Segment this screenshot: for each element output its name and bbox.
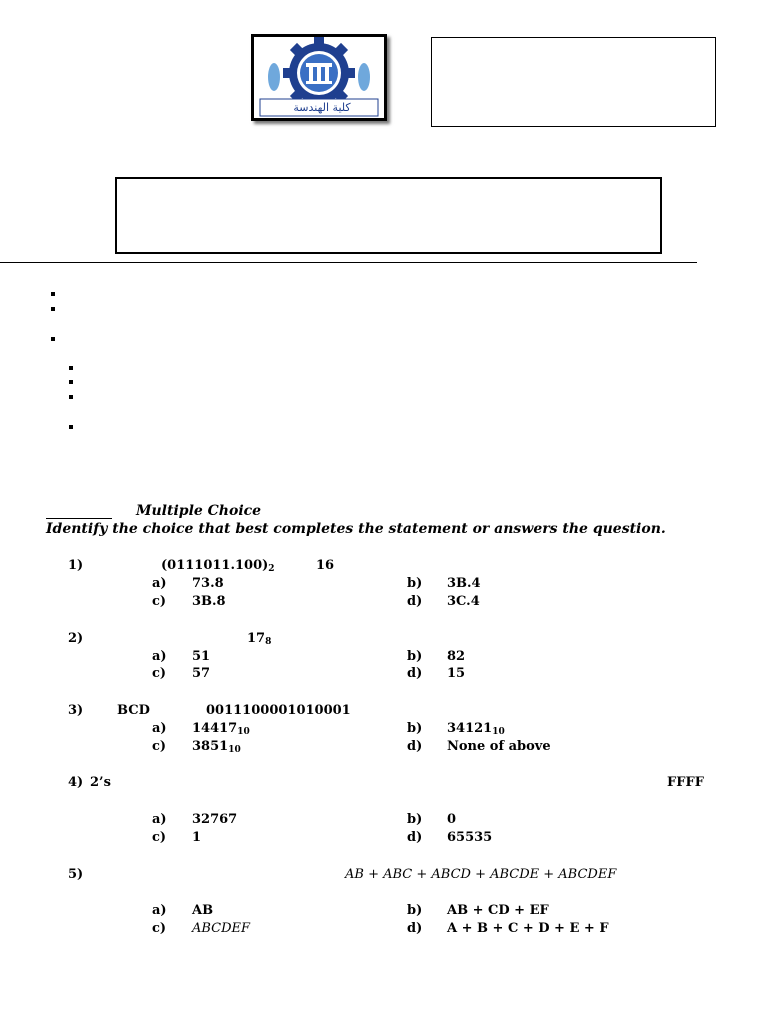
option-d-text: 3C.4 xyxy=(447,594,480,609)
option-a-text: 51 xyxy=(192,649,211,664)
option-c-label: c) xyxy=(152,921,167,936)
option-b-label: b) xyxy=(407,903,423,918)
option-c-label: c) xyxy=(152,666,167,681)
bullet xyxy=(69,366,73,370)
option-b-label: b) xyxy=(407,721,423,736)
option-d-text: None of above xyxy=(447,739,551,754)
option-a-text: 32767 xyxy=(192,812,238,827)
option-b-text: 82 xyxy=(447,649,466,664)
exam-title-box xyxy=(115,177,662,254)
section-instruction: Identify the choice that best completes the statement or answers the question. xyxy=(46,521,666,537)
question-number: 4) xyxy=(68,775,84,790)
option-c-text: $3851_{10}$ xyxy=(192,739,241,755)
question-number: 1) xyxy=(68,558,84,573)
option-a-text: AB xyxy=(192,903,214,918)
option-b-text: 3B.4 xyxy=(447,576,481,591)
bullet xyxy=(69,380,73,384)
question-text: 0011100001010001 xyxy=(206,703,351,718)
option-b-label: b) xyxy=(407,649,423,664)
score-blank-line xyxy=(46,518,112,519)
option-a-label: a) xyxy=(152,721,167,736)
option-b-text: $34121_{10}$ xyxy=(447,721,505,737)
option-a-text: $14417_{10}$ xyxy=(192,721,250,737)
question-text: FFFF xyxy=(667,775,704,790)
option-a-text: 73.8 xyxy=(192,576,224,591)
option-b-text: 0 xyxy=(447,812,457,827)
question-number: 5) xyxy=(68,867,84,882)
option-d-label: d) xyxy=(407,666,423,681)
option-c-text: 1 xyxy=(192,830,202,845)
question-text: BCD xyxy=(117,703,150,718)
option-d-label: d) xyxy=(407,830,423,845)
bullet xyxy=(51,292,55,296)
option-c-label: c) xyxy=(152,739,167,754)
option-d-label: d) xyxy=(407,739,423,754)
option-b-label: b) xyxy=(407,576,423,591)
bullet xyxy=(69,395,73,399)
option-c-label: c) xyxy=(152,830,167,845)
option-a-label: a) xyxy=(152,576,167,591)
option-b-text: AB + CD + EF xyxy=(447,903,549,918)
option-a-label: a) xyxy=(152,903,167,918)
option-a-label: a) xyxy=(152,649,167,664)
option-d-text: 15 xyxy=(447,666,466,681)
option-d-text: 65535 xyxy=(447,830,493,845)
student-info-box xyxy=(431,37,716,127)
option-c-text: ABCDEF xyxy=(192,921,251,936)
option-c-text: 57 xyxy=(192,666,211,681)
option-c-label: c) xyxy=(152,594,167,609)
option-d-text: A + B + C + D + E + F xyxy=(447,921,609,936)
question-text: $(0111011.100)_2$ xyxy=(161,558,275,574)
section-title: Multiple Choice xyxy=(136,503,262,519)
question-number: 2) xyxy=(68,631,84,646)
university-logo xyxy=(251,34,387,121)
header-divider xyxy=(0,262,697,263)
bullet xyxy=(51,307,55,311)
question-text: 2’s xyxy=(90,775,111,790)
bullet xyxy=(69,425,73,429)
question-number: 3) xyxy=(68,703,84,718)
logo-caption: كلية الهندسة xyxy=(293,101,351,114)
option-a-label: a) xyxy=(152,812,167,827)
option-d-label: d) xyxy=(407,921,423,936)
option-b-label: b) xyxy=(407,812,423,827)
option-c-text: 3B.8 xyxy=(192,594,226,609)
question-text: 16 xyxy=(316,558,335,573)
bullet xyxy=(51,337,55,341)
option-d-label: d) xyxy=(407,594,423,609)
boolean-expression: AB + ABC + ABCD + ABCDE + ABCDEF xyxy=(345,867,617,882)
question-text: $17_8$ xyxy=(247,631,272,647)
